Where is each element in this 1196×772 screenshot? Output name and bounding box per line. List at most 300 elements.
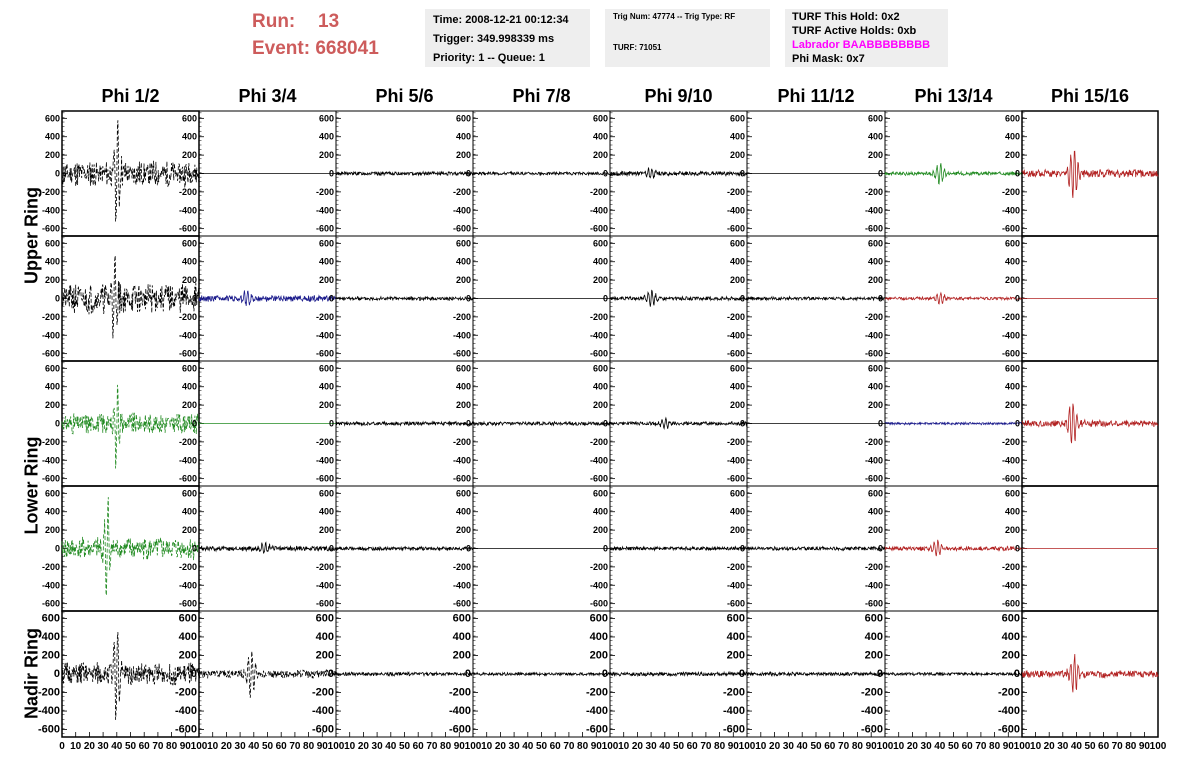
x-tick-label: 20 [906, 741, 918, 752]
waveform-5-5 [610, 672, 747, 676]
x-tick-label: 80 [166, 741, 178, 752]
x-tick-label: 10 [618, 741, 630, 752]
y-tick-label: 200 [867, 275, 883, 286]
y-tick-label: 400 [867, 506, 883, 517]
x-tick-label: 20 [631, 741, 643, 752]
y-tick-label: -600 [1001, 473, 1020, 484]
y-tick-label: -400 [178, 580, 197, 591]
y-tick-label: 400 [44, 506, 60, 517]
y-tick-label: -600 [726, 598, 745, 609]
waveform-5-7 [885, 673, 1022, 676]
panel-r5-c8 [998, 611, 1167, 752]
y-tick-label: 600 [867, 238, 883, 249]
y-tick-label: 600 [592, 113, 608, 124]
y-tick-label: 0 [54, 418, 60, 429]
waveform-2-2 [199, 290, 336, 306]
y-tick-label: -600 [311, 723, 334, 736]
y-tick-label: 600 [729, 238, 745, 249]
waveform-4-7 [885, 540, 1022, 556]
y-tick-label: 600 [44, 363, 60, 374]
y-tick-label: -600 [174, 723, 197, 736]
y-tick-label: 0 [191, 293, 197, 304]
y-tick-label: 600 [44, 238, 60, 249]
y-tick-label: 0 [602, 293, 608, 304]
y-tick-label: -200 [178, 186, 197, 197]
x-tick-label: 100 [464, 741, 482, 752]
y-tick-label: -400 [452, 205, 471, 216]
y-tick-label: 600 [44, 113, 60, 124]
y-tick-label: 200 [44, 400, 60, 411]
x-tick-label: 40 [1070, 741, 1082, 752]
x-tick-label: 50 [535, 741, 548, 752]
y-tick-label: -400 [726, 330, 745, 341]
panel-r3-c7 [865, 361, 1022, 486]
waveform-4-5 [610, 547, 747, 551]
labrador-text: Labrador BAABBBBBBBB [792, 39, 931, 51]
y-tick-label: 200 [729, 400, 745, 411]
x-tick-label: 60 [412, 741, 424, 752]
waveform-5-6 [747, 672, 885, 676]
x-tick-label: 20 [494, 741, 506, 752]
y-tick-label: 600 [181, 488, 197, 499]
event-label: Event: [252, 38, 311, 59]
y-tick-label: 0 [464, 668, 471, 680]
panel-r4-c4 [453, 486, 610, 611]
x-tick-label: 70 [426, 741, 438, 752]
y-tick-label: -600 [1001, 598, 1020, 609]
y-tick-label: 0 [54, 543, 60, 554]
y-tick-label: 400 [592, 506, 608, 517]
y-tick-label: 0 [54, 293, 60, 304]
y-tick-label: 600 [181, 238, 197, 249]
x-tick-label: 60 [138, 741, 150, 752]
panel-r2-c2 [179, 236, 336, 361]
y-tick-label: 0 [191, 418, 197, 429]
panel-r4-c1 [42, 486, 199, 611]
y-tick-label: -600 [178, 223, 197, 234]
y-tick-label: -200 [41, 186, 60, 197]
y-tick-label: 0 [601, 668, 608, 680]
y-tick-label: 600 [455, 488, 471, 499]
y-tick-label: 200 [181, 150, 197, 161]
y-tick-label: 400 [44, 131, 60, 142]
y-tick-label: -200 [41, 561, 60, 572]
y-tick-label: 600 [864, 612, 883, 625]
y-tick-label: 400 [864, 630, 883, 643]
y-tick-label: -200 [585, 686, 608, 699]
y-tick-label: -400 [41, 205, 60, 216]
trig-num-text: Trig Num: 47774 -- Trig Type: RF [613, 12, 736, 21]
y-tick-label: -200 [589, 561, 608, 572]
x-tick-label: 20 [357, 741, 369, 752]
panel-r2-c1 [42, 236, 199, 361]
y-tick-label: 0 [328, 418, 334, 429]
x-tick-label: 30 [371, 741, 383, 752]
y-tick-label: -400 [589, 205, 608, 216]
x-tick-label: 20 [220, 741, 232, 752]
x-tick-label: 60 [824, 741, 836, 752]
y-tick-label: -400 [722, 705, 745, 718]
x-tick-label: 90 [1138, 741, 1150, 752]
y-tick-label: -200 [178, 561, 197, 572]
y-tick-label: -600 [589, 598, 608, 609]
x-tick-label: 0 [59, 741, 65, 752]
y-tick-label: -600 [589, 348, 608, 359]
y-tick-label: -600 [585, 723, 608, 736]
column-title-1: Phi 1/2 [101, 86, 160, 106]
y-tick-label: -400 [174, 705, 197, 718]
y-tick-label: -600 [864, 348, 883, 359]
y-tick-label: 200 [455, 150, 471, 161]
x-tick-label: 30 [1057, 741, 1069, 752]
x-tick-label: 10 [70, 741, 82, 752]
y-tick-label: 0 [191, 168, 197, 179]
y-tick-label: 400 [592, 256, 608, 267]
y-tick-label: 200 [181, 400, 197, 411]
y-tick-label: 400 [592, 131, 608, 142]
y-tick-label: 0 [877, 543, 883, 554]
y-tick-label: 200 [318, 525, 334, 536]
y-tick-label: 0 [328, 543, 334, 554]
x-tick-label: 30 [508, 741, 520, 752]
waveform-2-3 [336, 297, 473, 301]
y-tick-label: -200 [174, 686, 197, 699]
waveform-2-6 [747, 297, 885, 301]
panel-r3-c3 [316, 361, 473, 486]
y-tick-label: 600 [181, 363, 197, 374]
y-tick-label: -200 [1001, 561, 1020, 572]
y-tick-label: -400 [315, 330, 334, 341]
y-tick-label: 400 [867, 381, 883, 392]
panel-r4-c2 [179, 486, 336, 611]
y-tick-label: -600 [726, 223, 745, 234]
x-tick-label: 90 [590, 741, 602, 752]
y-tick-label: 600 [867, 363, 883, 374]
ring-label-3: Nadir Ring [21, 628, 42, 720]
y-tick-label: -200 [864, 561, 883, 572]
y-tick-label: 0 [1014, 293, 1020, 304]
panel-r2-c5 [590, 236, 747, 361]
y-tick-label: 600 [1004, 113, 1020, 124]
y-tick-label: 0 [739, 293, 745, 304]
y-tick-label: 400 [729, 381, 745, 392]
y-tick-label: 0 [465, 543, 471, 554]
x-tick-label: 30 [920, 741, 932, 752]
x-tick-label: 80 [303, 741, 315, 752]
x-tick-label: 40 [111, 741, 123, 752]
y-tick-label: 400 [181, 131, 197, 142]
x-tick-label: 80 [989, 741, 1001, 752]
y-tick-label: 200 [867, 400, 883, 411]
y-tick-label: 200 [315, 649, 334, 662]
waveform-1-3 [336, 172, 473, 176]
x-tick-label: 30 [234, 741, 246, 752]
panel-r2-c3 [316, 236, 473, 361]
y-tick-label: 0 [465, 418, 471, 429]
x-tick-label: 40 [385, 741, 397, 752]
waveform-2-1 [62, 256, 199, 339]
y-tick-label: -400 [864, 205, 883, 216]
y-tick-label: -600 [37, 723, 60, 736]
y-tick-label: -200 [864, 186, 883, 197]
y-tick-label: 400 [867, 131, 883, 142]
waveform-4-2 [199, 543, 336, 554]
y-tick-label: 200 [592, 150, 608, 161]
run-label: Run: [252, 11, 296, 32]
y-tick-label: -400 [726, 455, 745, 466]
y-tick-label: -200 [1001, 186, 1020, 197]
y-tick-label: 0 [328, 293, 334, 304]
y-tick-label: 200 [592, 275, 608, 286]
x-tick-label: 50 [398, 741, 411, 752]
y-tick-label: 600 [592, 488, 608, 499]
y-tick-label: -600 [315, 348, 334, 359]
y-tick-label: -400 [860, 705, 883, 718]
y-tick-label: -400 [452, 580, 471, 591]
x-tick-label: 60 [1098, 741, 1110, 752]
panel-r1-c8 [1002, 111, 1158, 236]
y-tick-label: -400 [178, 455, 197, 466]
x-tick-label: 60 [275, 741, 287, 752]
y-tick-label: -400 [1001, 580, 1020, 591]
y-tick-label: 400 [1004, 256, 1020, 267]
y-tick-label: 600 [318, 363, 334, 374]
y-tick-label: 0 [602, 543, 608, 554]
y-tick-label: -400 [726, 205, 745, 216]
y-tick-label: -600 [41, 598, 60, 609]
y-tick-label: 200 [589, 649, 608, 662]
y-tick-label: -200 [315, 561, 334, 572]
y-tick-label: 200 [318, 150, 334, 161]
y-tick-label: -200 [452, 311, 471, 322]
x-tick-label: 20 [769, 741, 781, 752]
x-tick-label: 10 [1030, 741, 1042, 752]
y-tick-label: -600 [41, 473, 60, 484]
x-tick-label: 90 [453, 741, 465, 752]
x-tick-label: 40 [934, 741, 946, 752]
y-tick-label: 600 [44, 488, 60, 499]
y-tick-label: 400 [729, 506, 745, 517]
y-tick-label: 200 [44, 275, 60, 286]
y-tick-label: -600 [1001, 223, 1020, 234]
waveform-5-4 [473, 673, 610, 676]
y-tick-label: -600 [178, 473, 197, 484]
x-tick-label: 60 [549, 741, 561, 752]
y-tick-label: -200 [1001, 436, 1020, 447]
y-tick-label: 400 [178, 630, 197, 643]
y-tick-label: -600 [452, 348, 471, 359]
y-tick-label: 600 [589, 612, 608, 625]
run-value: 13 [318, 11, 340, 32]
y-tick-label: -400 [1001, 455, 1020, 466]
panel-r1-c6 [727, 111, 885, 236]
y-tick-label: 200 [729, 275, 745, 286]
x-tick-label: 90 [727, 741, 739, 752]
x-tick-label: 90 [179, 741, 191, 752]
y-tick-label: 200 [729, 525, 745, 536]
y-tick-label: 0 [465, 293, 471, 304]
y-tick-label: 0 [602, 168, 608, 179]
panel-r1-c3 [316, 111, 473, 236]
ring-label-1: Upper Ring [21, 187, 42, 284]
x-tick-label: 60 [961, 741, 973, 752]
y-tick-label: -200 [37, 686, 60, 699]
y-tick-label: 0 [877, 293, 883, 304]
panel-r4-c6 [727, 486, 885, 611]
x-tick-label: 90 [316, 741, 328, 752]
y-tick-label: 400 [592, 381, 608, 392]
waveform-1-4 [473, 172, 610, 175]
y-tick-label: -200 [589, 186, 608, 197]
y-tick-label: 600 [726, 612, 745, 625]
y-tick-label: 600 [178, 612, 197, 625]
y-tick-label: 200 [455, 525, 471, 536]
y-tick-label: -400 [178, 205, 197, 216]
y-tick-label: -200 [722, 686, 745, 699]
y-tick-label: -400 [315, 580, 334, 591]
y-tick-label: -400 [452, 330, 471, 341]
y-tick-label: -200 [726, 186, 745, 197]
y-tick-label: -600 [315, 473, 334, 484]
y-tick-label: 600 [41, 612, 60, 625]
x-tick-label: 50 [124, 741, 137, 752]
y-tick-label: 400 [726, 630, 745, 643]
y-tick-label: 200 [181, 275, 197, 286]
x-tick-label: 70 [1111, 741, 1123, 752]
x-tick-label: 100 [1013, 741, 1031, 752]
y-tick-label: -600 [864, 223, 883, 234]
y-tick-label: -400 [864, 330, 883, 341]
y-tick-label: -200 [726, 311, 745, 322]
y-tick-label: -400 [864, 455, 883, 466]
x-tick-label: 90 [1002, 741, 1014, 752]
y-tick-label: -600 [452, 223, 471, 234]
panel-r2-c8 [1002, 236, 1158, 361]
y-tick-label: 600 [592, 363, 608, 374]
y-tick-label: 600 [318, 238, 334, 249]
panel-r3-c2 [179, 361, 336, 486]
y-tick-label: -600 [589, 473, 608, 484]
y-tick-label: 600 [455, 113, 471, 124]
y-tick-label: -400 [41, 330, 60, 341]
y-tick-label: -200 [864, 436, 883, 447]
y-tick-label: 200 [178, 649, 197, 662]
y-tick-label: 600 [318, 113, 334, 124]
y-tick-label: 200 [1004, 400, 1020, 411]
y-tick-label: 0 [739, 168, 745, 179]
y-tick-label: -400 [452, 455, 471, 466]
turf-active-text: TURF Active Holds: 0xb [792, 25, 917, 37]
y-tick-label: 0 [602, 418, 608, 429]
y-tick-label: -200 [178, 311, 197, 322]
y-tick-label: 600 [867, 113, 883, 124]
turf-hold-text: TURF This Hold: 0x2 [792, 11, 900, 23]
waveform-2-7 [885, 293, 1022, 304]
y-tick-label: 200 [867, 525, 883, 536]
y-tick-label: 600 [729, 488, 745, 499]
y-tick-label: 200 [44, 525, 60, 536]
waveform-4-6 [747, 547, 885, 551]
y-tick-label: -600 [41, 348, 60, 359]
x-tick-label: 10 [893, 741, 905, 752]
y-tick-label: -600 [726, 473, 745, 484]
y-tick-label: -400 [997, 705, 1020, 718]
x-tick-label: 40 [796, 741, 808, 752]
waveform-5-8 [1022, 654, 1158, 692]
panel-r3-c4 [453, 361, 610, 486]
y-tick-label: -200 [452, 186, 471, 197]
y-tick-label: 600 [455, 238, 471, 249]
y-tick-label: 200 [318, 275, 334, 286]
y-tick-label: -600 [178, 598, 197, 609]
y-tick-label: -200 [41, 436, 60, 447]
x-tick-label: 70 [152, 741, 164, 752]
y-tick-label: 600 [452, 612, 471, 625]
waveform-5-3 [336, 672, 473, 676]
y-tick-label: -200 [726, 561, 745, 572]
x-tick-label: 50 [1084, 741, 1096, 752]
y-tick-label: -400 [37, 705, 60, 718]
y-tick-label: -600 [448, 723, 471, 736]
y-tick-label: 0 [53, 668, 60, 680]
trigger-text: Trigger: 349.998339 ms [433, 33, 555, 45]
y-tick-label: 0 [328, 168, 334, 179]
y-tick-label: 400 [315, 630, 334, 643]
x-tick-label: 60 [686, 741, 698, 752]
y-tick-label: 200 [1004, 525, 1020, 536]
y-tick-label: 0 [739, 543, 745, 554]
x-tick-label: 40 [248, 741, 260, 752]
y-tick-label: -400 [311, 705, 334, 718]
waveform-3-8 [1022, 404, 1158, 443]
y-tick-label: 400 [455, 506, 471, 517]
x-tick-label: 100 [190, 741, 208, 752]
y-tick-label: 600 [1004, 488, 1020, 499]
y-tick-label: -600 [178, 348, 197, 359]
y-tick-label: 400 [452, 630, 471, 643]
y-tick-label: -200 [315, 311, 334, 322]
y-tick-label: 200 [592, 400, 608, 411]
x-tick-label: 30 [782, 741, 794, 752]
y-tick-label: -400 [1001, 205, 1020, 216]
waveform-2-5 [610, 290, 747, 306]
y-tick-label: -600 [452, 598, 471, 609]
y-tick-label: -600 [726, 348, 745, 359]
x-tick-label: 80 [577, 741, 589, 752]
y-tick-label: 400 [729, 131, 745, 142]
y-tick-label: -600 [997, 723, 1020, 736]
x-tick-label: 70 [838, 741, 850, 752]
panel-r1-c4 [453, 111, 610, 236]
y-tick-label: 600 [729, 363, 745, 374]
panel-r1-c7 [865, 111, 1022, 236]
y-tick-label: 600 [318, 488, 334, 499]
y-tick-label: -400 [589, 455, 608, 466]
y-tick-label: -200 [448, 686, 471, 699]
y-tick-label: 0 [877, 168, 883, 179]
y-tick-label: -200 [311, 686, 334, 699]
y-tick-label: 200 [455, 275, 471, 286]
column-title-4: Phi 7/8 [512, 86, 571, 106]
y-tick-label: -600 [860, 723, 883, 736]
y-tick-label: 600 [1004, 238, 1020, 249]
panel-r2-c4 [453, 236, 610, 361]
panel-r3-c6 [727, 361, 885, 486]
y-tick-label: -600 [864, 598, 883, 609]
waveform-1-7 [885, 163, 1022, 184]
y-tick-label: 400 [181, 381, 197, 392]
y-tick-label: -400 [1001, 330, 1020, 341]
